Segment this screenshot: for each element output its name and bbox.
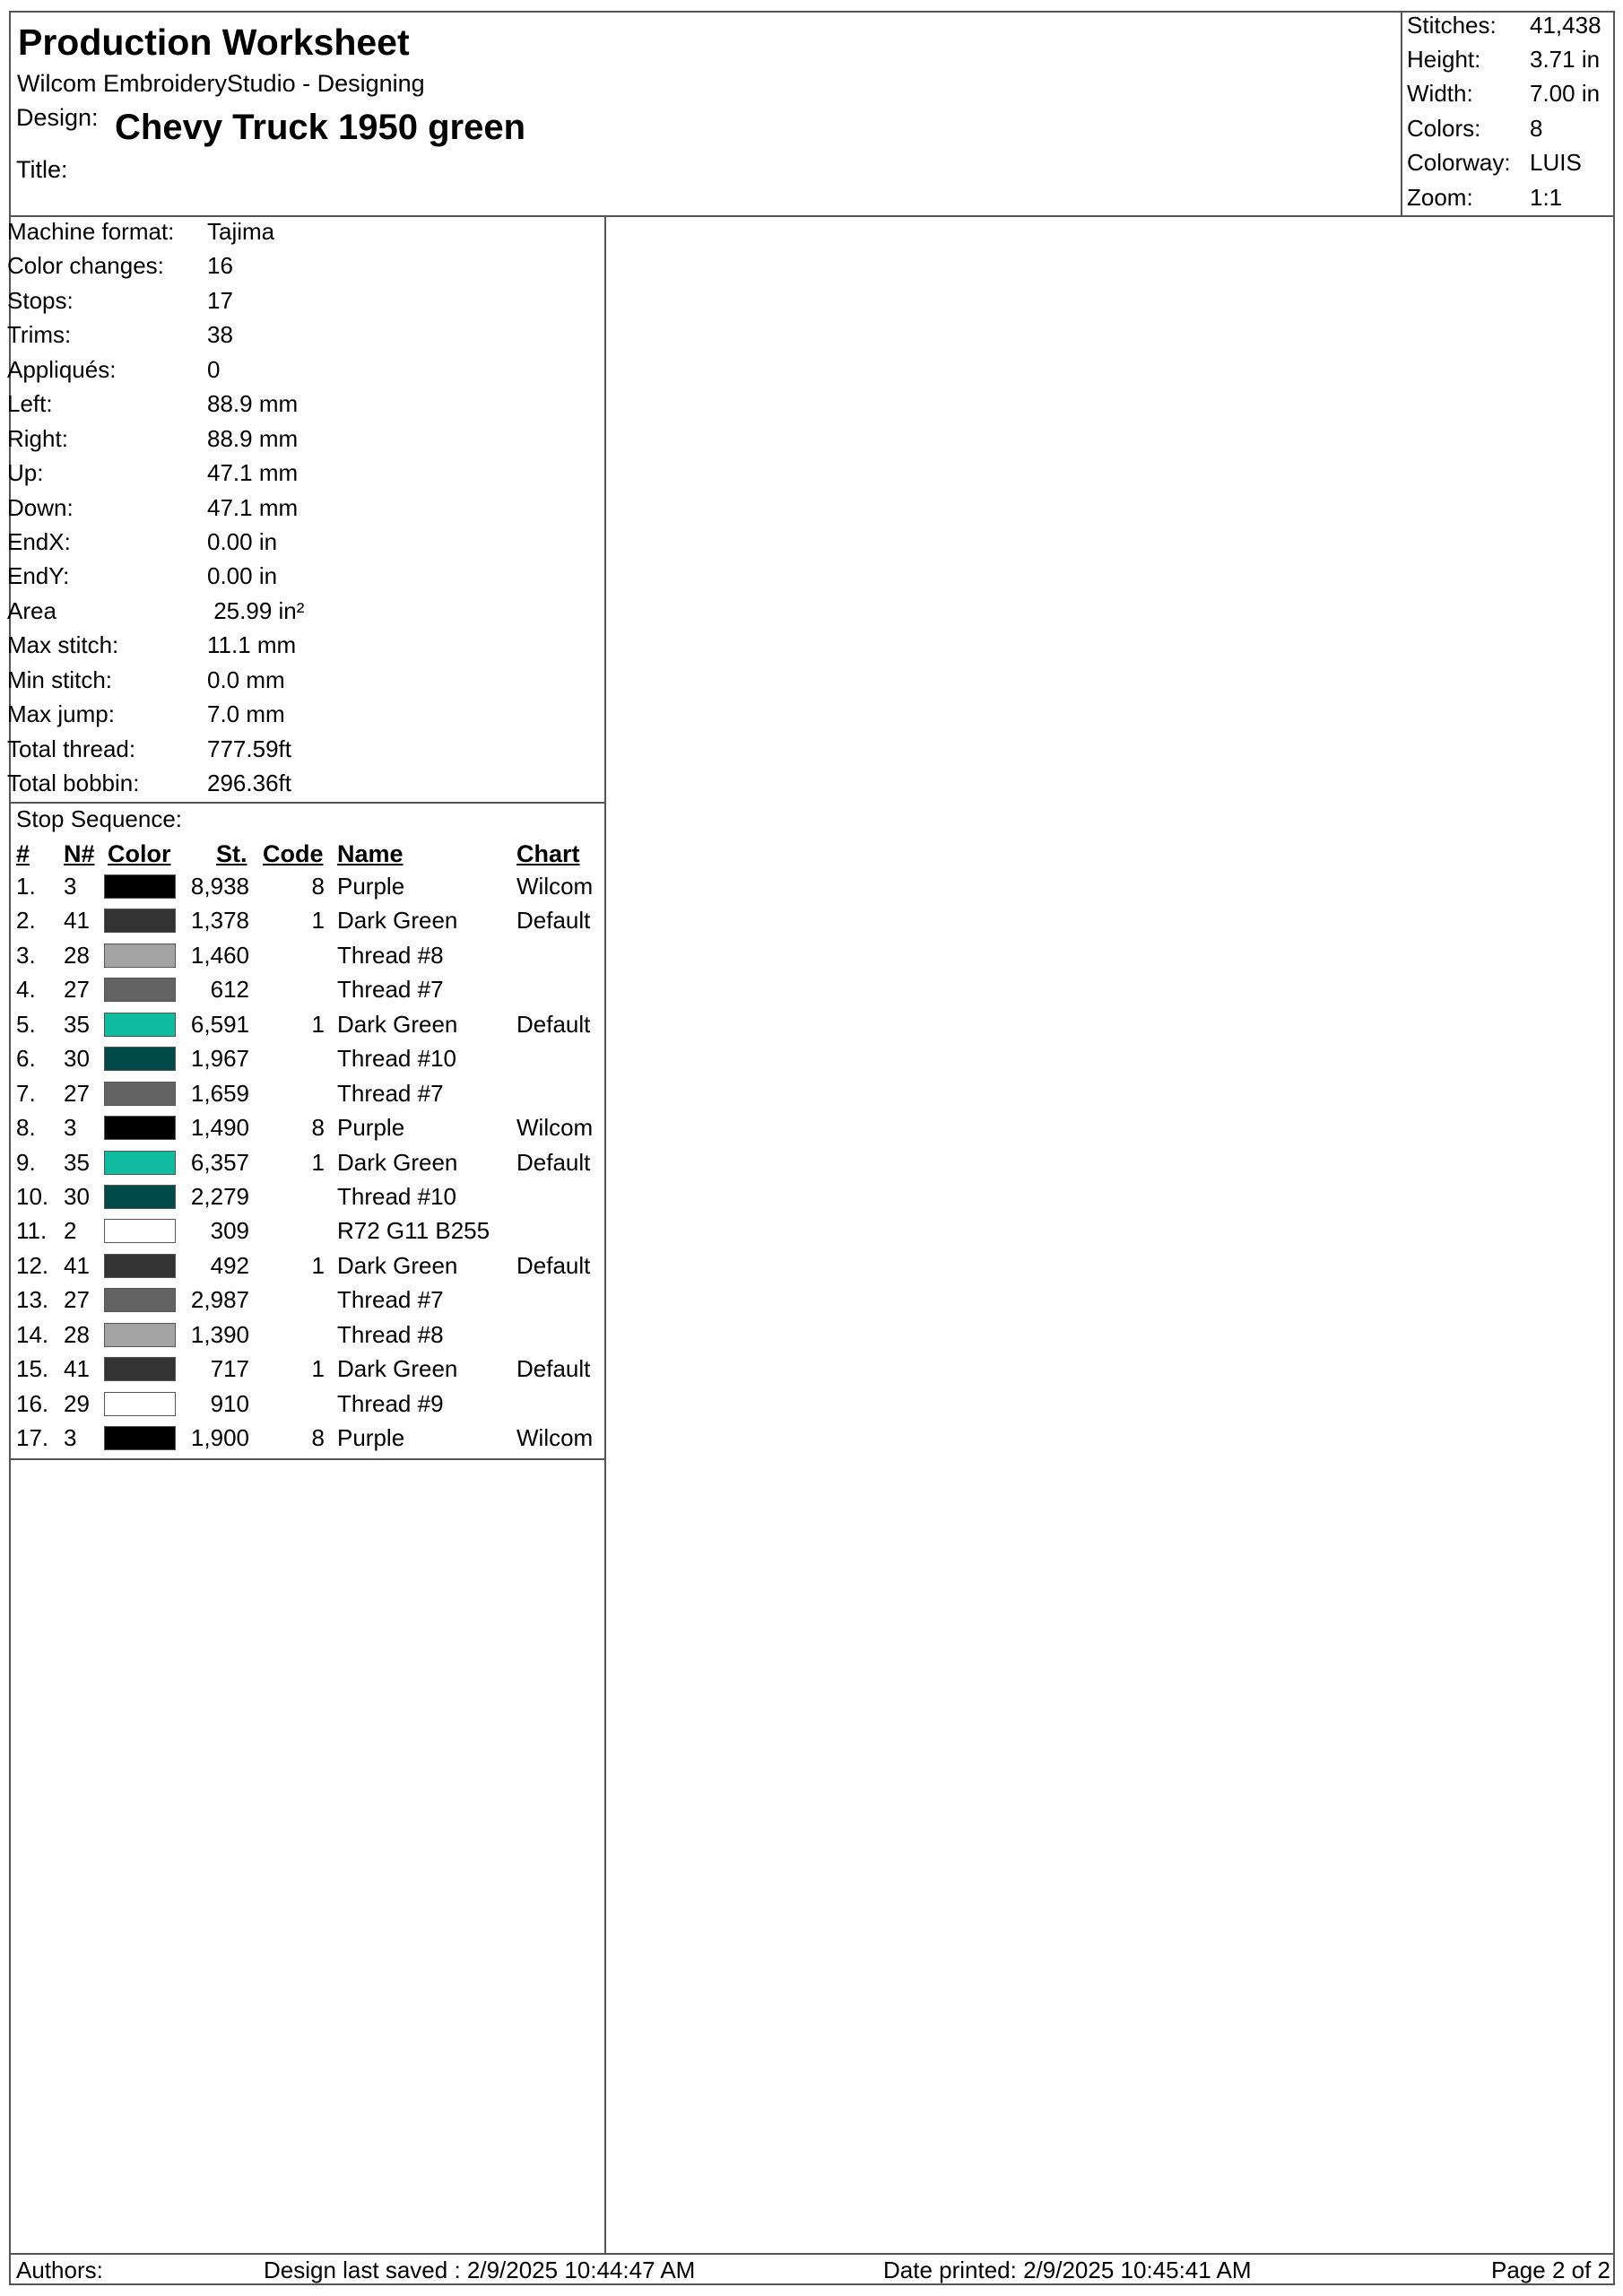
- stat-value: 296.36ft: [207, 770, 291, 796]
- summary-label: Zoom:: [1407, 184, 1473, 211]
- stat-label: Min stitch:: [7, 666, 113, 693]
- row-name: Dark Green: [337, 1252, 458, 1279]
- row-name: Purple: [337, 873, 405, 900]
- stat-value: Tajima: [207, 218, 275, 245]
- color-swatch: [104, 1288, 176, 1312]
- row-code: 8: [311, 873, 325, 900]
- row-needle: 29: [64, 1390, 90, 1417]
- row-name: Thread #8: [337, 1321, 444, 1348]
- color-swatch: [104, 874, 176, 899]
- stat-label: Machine format:: [7, 218, 175, 245]
- table-row: [0, 1080, 606, 1114]
- row-stitches: 1,378: [190, 907, 249, 934]
- row-code: 8: [311, 1114, 325, 1141]
- stat-label: Right:: [7, 425, 68, 452]
- row-name: Dark Green: [337, 1355, 458, 1382]
- stat-label: Appliqués:: [7, 356, 117, 383]
- table-row: [0, 907, 606, 941]
- row-chart: Default: [516, 1355, 591, 1382]
- stat-label: Max stitch:: [7, 631, 119, 658]
- color-swatch: [104, 1426, 176, 1450]
- stop-sequence-label: Stop Sequence:: [16, 805, 183, 832]
- color-swatch: [104, 909, 176, 933]
- row-stitches: 1,390: [190, 1321, 249, 1348]
- page-title: Production Worksheet: [18, 22, 410, 63]
- title-label: Title:: [16, 156, 68, 183]
- section-divider: [9, 802, 604, 804]
- stat-value: 0: [207, 356, 221, 383]
- row-needle: 41: [64, 1355, 90, 1382]
- color-swatch: [104, 1185, 176, 1209]
- table-row: [0, 1045, 606, 1079]
- color-swatch: [104, 1323, 176, 1347]
- stat-label: Max jump:: [7, 700, 115, 727]
- design-name: Chevy Truck 1950 green: [115, 108, 526, 147]
- stat-value: 0.00 in: [207, 528, 278, 555]
- row-chart: Default: [516, 1252, 591, 1279]
- table-row: [0, 1424, 606, 1458]
- row-stitches: 2,987: [190, 1286, 249, 1313]
- summary-row: [1402, 80, 1617, 114]
- row-needle: 41: [64, 1252, 90, 1279]
- stat-label: EndY:: [7, 562, 70, 589]
- row-stitches: 309: [210, 1217, 249, 1244]
- row-stitches: 492: [210, 1252, 249, 1279]
- row-index: 13.: [16, 1286, 49, 1313]
- stat-label: Down:: [7, 494, 74, 521]
- stat-value: 0.00 in: [207, 562, 278, 589]
- column-header-name: Name: [337, 840, 404, 867]
- row-stitches: 1,900: [190, 1424, 249, 1451]
- summary-value: 8: [1530, 115, 1543, 142]
- row-chart: Default: [516, 1011, 591, 1038]
- color-swatch: [104, 1013, 176, 1037]
- stat-value: 17: [207, 287, 233, 314]
- table-row: [0, 1011, 606, 1045]
- row-index: 2.: [16, 907, 36, 934]
- row-index: 4.: [16, 976, 36, 1003]
- stat-label: Total thread:: [7, 735, 136, 762]
- row-needle: 28: [64, 1321, 90, 1348]
- row-chart: Wilcom: [516, 1114, 594, 1141]
- stat-value: 88.9 mm: [207, 390, 299, 417]
- row-needle: 30: [64, 1183, 90, 1210]
- date-printed: Date printed: 2/9/2025 10:45:41 AM: [883, 2257, 1252, 2283]
- row-name: Dark Green: [337, 1149, 458, 1176]
- row-needle: 41: [64, 907, 90, 934]
- row-index: 9.: [16, 1149, 36, 1176]
- row-code: 1: [311, 1149, 325, 1176]
- stat-label: Trims:: [7, 321, 72, 348]
- row-index: 1.: [16, 873, 36, 900]
- stat-value: 47.1 mm: [207, 459, 299, 486]
- row-name: Thread #7: [337, 1286, 444, 1313]
- row-needle: 35: [64, 1011, 90, 1038]
- stat-value: 11.1 mm: [207, 631, 297, 658]
- stat-value: 7.0 mm: [207, 700, 285, 727]
- column-header-stitches: St.: [216, 840, 247, 867]
- table-row: [0, 1355, 606, 1389]
- summary-label: Colorway:: [1407, 149, 1511, 176]
- color-swatch: [104, 1047, 176, 1071]
- row-needle: 27: [64, 976, 90, 1003]
- page-footer: [9, 2253, 1615, 2285]
- stat-value: 88.9 mm: [207, 425, 299, 452]
- row-name: Thread #10: [337, 1183, 456, 1210]
- summary-row: [1402, 115, 1617, 149]
- summary-row: [1402, 46, 1617, 80]
- row-name: Thread #10: [337, 1045, 456, 1072]
- summary-row: [1402, 149, 1617, 183]
- row-stitches: 2,279: [190, 1183, 249, 1210]
- color-swatch: [104, 1392, 176, 1416]
- row-stitches: 1,967: [190, 1045, 249, 1072]
- row-index: 5.: [16, 1011, 36, 1038]
- row-needle: 3: [64, 1114, 77, 1141]
- row-chart: Default: [516, 1149, 591, 1176]
- row-needle: 35: [64, 1149, 90, 1176]
- column-header-code: Code: [263, 840, 324, 867]
- summary-label: Stitches:: [1407, 12, 1497, 39]
- stat-label: EndX:: [7, 528, 71, 555]
- color-swatch: [104, 1082, 176, 1106]
- column-header-needle: N#: [64, 840, 95, 867]
- row-chart: Wilcom: [516, 873, 594, 900]
- table-row: [0, 1286, 606, 1320]
- page-number: Page 2 of 2: [1491, 2257, 1610, 2283]
- worksheet-header: [9, 11, 1401, 217]
- row-index: 17.: [16, 1424, 49, 1451]
- row-code: 8: [311, 1424, 325, 1451]
- row-index: 3.: [16, 942, 36, 969]
- stat-value: 16: [207, 252, 233, 279]
- summary-value: 3.71 in: [1530, 46, 1601, 73]
- stat-value: 38: [207, 321, 233, 348]
- row-index: 12.: [16, 1252, 49, 1279]
- row-stitches: 910: [210, 1390, 249, 1417]
- row-index: 15.: [16, 1355, 49, 1382]
- row-name: Purple: [337, 1424, 405, 1451]
- row-needle: 27: [64, 1080, 90, 1107]
- software-name: Wilcom EmbroideryStudio - Designing: [17, 70, 425, 97]
- row-index: 11.: [16, 1217, 48, 1244]
- table-row: [0, 976, 606, 1010]
- last-saved: Design last saved : 2/9/2025 10:44:47 AM: [264, 2257, 696, 2283]
- color-swatch: [104, 1357, 176, 1381]
- summary-row: [1402, 12, 1617, 46]
- row-name: Dark Green: [337, 1011, 458, 1038]
- table-row: [0, 1217, 606, 1251]
- summary-label: Height:: [1407, 46, 1481, 73]
- row-name: R72 G11 B255: [337, 1217, 490, 1244]
- color-swatch: [104, 944, 176, 968]
- table-row: [0, 1114, 606, 1148]
- row-name: Thread #8: [337, 942, 444, 969]
- summary-value: LUIS: [1530, 149, 1582, 176]
- stat-label: Left:: [7, 390, 53, 417]
- column-header-chart: Chart: [516, 840, 580, 867]
- stat-label: Color changes:: [7, 252, 164, 279]
- authors-label: Authors:: [16, 2257, 103, 2283]
- column-header-color: Color: [108, 840, 171, 867]
- row-index: 7.: [16, 1080, 36, 1107]
- row-needle: 3: [64, 1424, 77, 1451]
- row-needle: 30: [64, 1045, 90, 1072]
- row-stitches: 717: [210, 1355, 249, 1382]
- row-code: 1: [311, 1011, 325, 1038]
- row-index: 10.: [16, 1183, 49, 1210]
- row-chart: Default: [516, 907, 591, 934]
- row-name: Thread #9: [337, 1390, 444, 1417]
- stat-label: Total bobbin:: [7, 770, 140, 796]
- row-chart: Wilcom: [516, 1424, 594, 1451]
- table-row: [0, 1252, 606, 1286]
- summary-value: 7.00 in: [1530, 80, 1601, 107]
- row-needle: 28: [64, 942, 90, 969]
- stat-value: 47.1 mm: [207, 494, 299, 521]
- stat-value: 0.0 mm: [207, 666, 285, 693]
- table-row: [0, 942, 606, 976]
- row-index: 6.: [16, 1045, 36, 1072]
- summary-row: [1402, 184, 1617, 218]
- row-index: 16.: [16, 1390, 49, 1417]
- stat-label: Area: [7, 597, 56, 624]
- stat-value: 25.99 in²: [207, 597, 305, 624]
- table-row: [0, 873, 606, 907]
- row-name: Thread #7: [337, 1080, 444, 1107]
- row-code: 1: [311, 1252, 325, 1279]
- row-name: Dark Green: [337, 907, 458, 934]
- summary-label: Width:: [1407, 80, 1473, 107]
- row-code: 1: [311, 1355, 325, 1382]
- section-divider: [9, 1458, 604, 1460]
- row-index: 14.: [16, 1321, 49, 1348]
- stat-label: Up:: [7, 459, 44, 486]
- summary-label: Colors:: [1407, 115, 1481, 142]
- color-swatch: [104, 1151, 176, 1175]
- row-stitches: 1,490: [190, 1114, 249, 1141]
- row-name: Purple: [337, 1114, 405, 1141]
- row-needle: 2: [64, 1217, 77, 1244]
- color-swatch: [104, 1254, 176, 1278]
- table-row: [0, 1390, 606, 1424]
- row-stitches: 1,460: [190, 942, 249, 969]
- row-stitches: 1,659: [190, 1080, 249, 1107]
- row-stitches: 6,591: [190, 1011, 249, 1038]
- design-label: Design:: [16, 104, 99, 131]
- column-header-index: #: [16, 840, 30, 867]
- color-swatch: [104, 978, 176, 1002]
- row-needle: 27: [64, 1286, 90, 1313]
- color-swatch: [104, 1116, 176, 1140]
- row-name: Thread #7: [337, 976, 444, 1003]
- summary-value: 1:1: [1530, 184, 1563, 211]
- row-stitches: 8,938: [190, 873, 249, 900]
- summary-value: 41,438: [1530, 12, 1601, 39]
- table-row: [0, 1183, 606, 1217]
- table-row: [0, 1149, 606, 1183]
- row-code: 1: [311, 907, 325, 934]
- color-swatch: [104, 1219, 176, 1243]
- row-index: 8.: [16, 1114, 36, 1141]
- stat-label: Stops:: [7, 287, 74, 314]
- stat-value: 777.59ft: [207, 735, 291, 762]
- row-stitches: 6,357: [190, 1149, 249, 1176]
- row-needle: 3: [64, 873, 77, 900]
- design-summary: [1401, 11, 1615, 217]
- row-stitches: 612: [210, 976, 249, 1003]
- table-row: [0, 1321, 606, 1355]
